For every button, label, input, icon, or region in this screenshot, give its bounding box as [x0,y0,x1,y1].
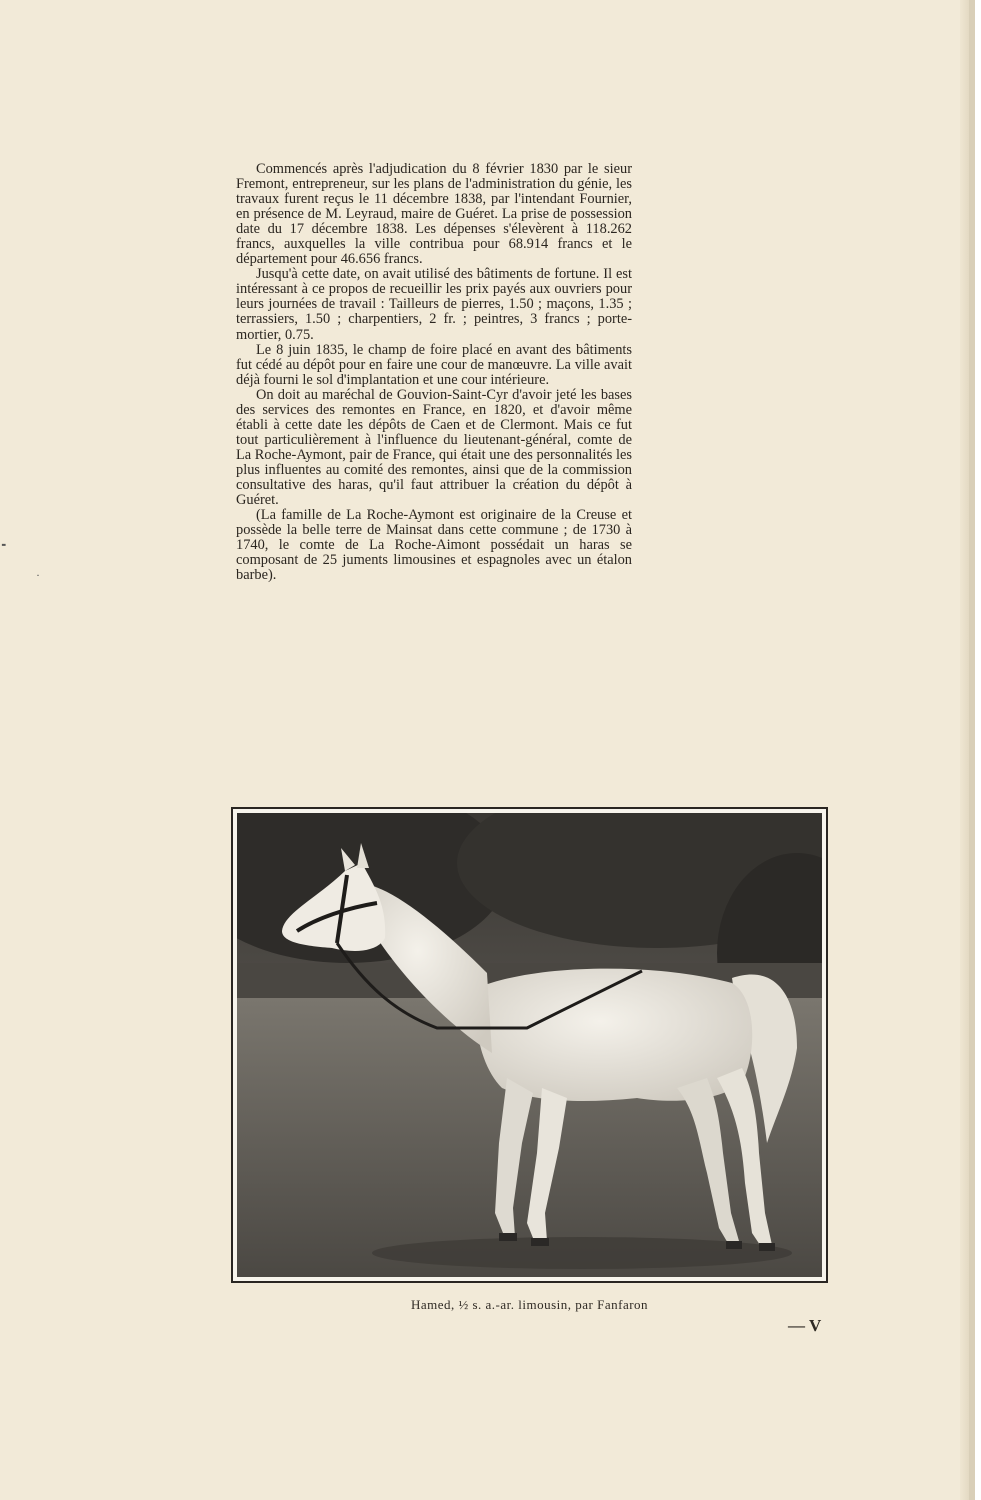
margin-mark: ╸ [2,538,10,552]
horse-photograph [231,807,828,1283]
page-folio: — V [788,1316,822,1335]
margin-dot: · [36,568,40,582]
page-edge [960,0,975,1500]
paragraph-5: (La famille de La Roche-Aymont est originaire de la Creuse et possède la belle terre de Mainsat dans cette commune ; de 1730 à 1740, le comte de La Roche-Aimont possédait un haras se composant de 25 juments limousines et espagnoles avec un étalon barbe). [236,507,632,584]
article-text [236,162,632,583]
paragraph-4: On doit au maréchal de Gouvion-Saint-Cyr d'avoir jeté les bases des services des remontes en France, en 1820, et d'avoir même établi à cette date les dépôts de Caen et de Clermont. Mais ce fut tout particulièrement à l'influence du lieutenant-général, comte de La Roche-Aymont, pair de France, qui était une des personnalités les plus influentes au comité des remontes, ainsi que de la commission consultative des haras, qu'il faut attribuer la création du dépôt à Guéret. [236,386,632,509]
horse-photo-image [237,813,822,1277]
paragraph-3: Le 8 juin 1835, le champ de foire placé en avant des bâtiments fut cédé au dépôt pour en faire une cour de manœuvre. La ville avait déjà fourni le sol d'implantation et une cour intérieure. [236,341,632,388]
paragraph-2: Jusqu'à cette date, on avait utilisé des bâtiments de fortune. Il est intéressant à ce propos de recueillir les prix payés aux ouvriers pour leurs journées de travail : Tailleurs de pierres, 1.50 ; maçons, 1.35 ; terrassiers, 1.50 ; charpentiers, 2 fr. ; peintres, 3 francs ; porte-mortier, 0.75. [236,266,632,343]
photo-caption: Hamed, ½ s. a.-ar. limousin, par Fanfaron [410,1297,649,1312]
paragraph-1: Commencés après l'adjudication du 8 février 1830 par le sieur Fremont, entrepreneur, sur les plans de l'administration du génie, les travaux furent reçus le 11 décembre 1838, par l'intendant Fournier, en présence de M. Leyraud, maire de Guéret. La prise de possession date du 17 décembre 1838. Les dépenses s'élevèrent à 118.262 francs, auxquelles la ville contribua pour 68.914 francs et le département pour 46.656 francs. [236,161,632,268]
